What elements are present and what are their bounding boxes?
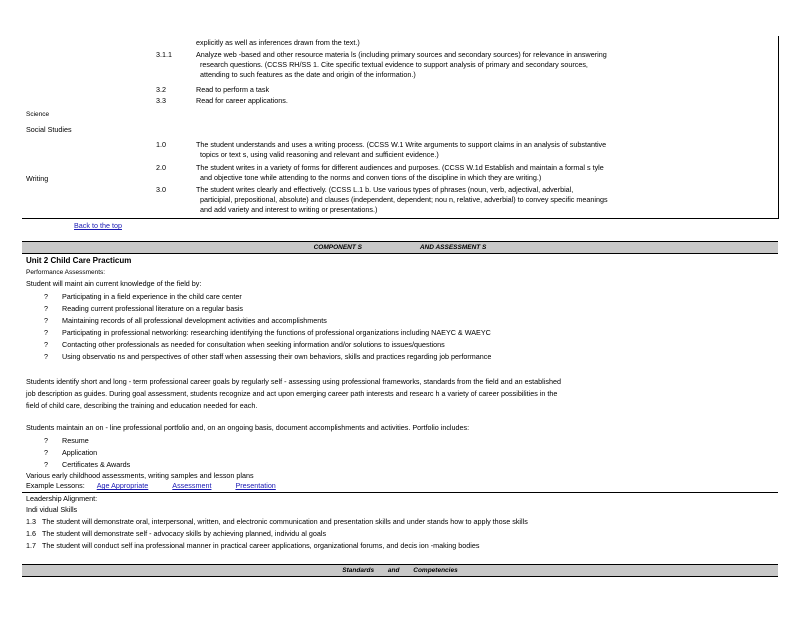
list-item: Maintaining records of all professional development activities and accomplishments	[62, 316, 327, 325]
table-divider	[22, 218, 778, 219]
components-label: COMPONENT S	[313, 244, 362, 251]
item-number: 3.1.1	[156, 50, 172, 59]
standards-label: Standards	[342, 567, 375, 574]
item-line: The student understands and uses a writing process. (CCSS W.1 Write arguments to support claims in an analysis of substantive	[196, 140, 607, 149]
row-number: 1.3	[26, 517, 36, 526]
item-text	[196, 185, 781, 215]
row-text: The student will conduct self ina professional manner in practical career applications, organizational forums, and decis ion -making bodies	[42, 541, 480, 550]
intro-text: Student will maint ain current knowledge of the field by:	[26, 279, 202, 288]
list-item: Application	[62, 448, 98, 457]
standards-header-bar	[22, 564, 778, 577]
lesson-link-age-appropriate[interactable]: Age Appropriate	[96, 481, 149, 490]
paragraph-line: job description as guides. During goal assessment, students recognize and act upon emerging career path interests and researc h a variety of career possibilities in the	[26, 389, 558, 398]
item-number: 3.3	[156, 96, 166, 105]
bullet-marker: ?	[44, 436, 48, 445]
item-line: The student writes clearly and effectively. (CCSS L.1 b. Use various types of phrases (noun, verb, adjectival, adverbial,	[196, 185, 574, 194]
leadership-row	[26, 517, 528, 527]
item-number: 3.0	[156, 185, 166, 194]
item-number: 3.2	[156, 85, 166, 94]
item-line: participial, prepositional, absolute) and clauses (independent, dependent; nou n, relative, adverbial) to convey specific meanings	[200, 195, 608, 204]
example-lessons	[26, 481, 276, 491]
components-header-bar	[22, 241, 778, 254]
row-number: 1.6	[26, 529, 36, 538]
item-line: and objective tone while attending to the norms and conven tions of the discipline in which they are writing.)	[200, 173, 542, 182]
list-item: Using observatio ns and perspectives of other staff when assessing their own behaviors, skills and practices regarding job performance	[62, 352, 492, 361]
item-text: Read to perform a task	[196, 85, 270, 94]
leadership-row	[26, 529, 326, 539]
item-text: Read for career applications.	[196, 96, 288, 105]
list-item: Participating in a field experience in the child care center	[62, 292, 242, 301]
row-number: 1.7	[26, 541, 36, 550]
leadership-title: Leadership Alignment:	[26, 494, 98, 503]
list-item: Certificates & Awards	[62, 460, 131, 469]
row-text: The student will demonstrate oral, interpersonal, written, and electronic communication and presentation skills and under stands how to apply those skills	[42, 517, 528, 526]
example-label: Example Lessons:	[26, 481, 85, 490]
item-line: The student writes in a variety of forms for different audiences and purposes. (CCSS W.1d Establish and maintain a formal s tyle	[196, 163, 604, 172]
leadership-subtitle: Indi vidual Skills	[26, 505, 78, 514]
bullet-marker: ?	[44, 316, 48, 325]
label-writing: Writing	[26, 174, 49, 183]
paragraph-line: field of child care, describing the training and education needed for each.	[26, 401, 258, 410]
unit-title: Unit 2 Child Care Practicum	[26, 256, 132, 265]
item-line: attending to such features as the date and origin of the information.)	[200, 70, 416, 79]
assessments-label: AND ASSESSMENT S	[419, 244, 487, 251]
item-line: and add variety and interest to writing or presentations.)	[200, 205, 378, 214]
table-right-border	[778, 36, 779, 219]
item-line: topics or text s, using valid reasoning and relevant and sufficient evidence.)	[200, 150, 439, 159]
label-social-studies: Social Studies	[26, 125, 72, 134]
competencies-label: Competencies	[413, 567, 458, 574]
item-text	[196, 163, 781, 183]
list-item: Participating in professional networking: researching identifying the functions of professional organizations including NAEYC & WAEYC	[62, 328, 491, 337]
bullet-marker: ?	[44, 328, 48, 337]
bullet-marker: ?	[44, 292, 48, 301]
and-label: and	[387, 567, 400, 574]
back-to-top-link[interactable]: Back to the top	[74, 221, 122, 230]
item-text	[196, 140, 781, 160]
bullet-marker: ?	[44, 460, 48, 469]
performance-label: Performance Assessments:	[26, 269, 106, 276]
bullet-marker: ?	[44, 352, 48, 361]
row-text: The student will demonstrate self - advocacy skills by achieving planned, individu al goals	[42, 529, 327, 538]
item-number: 2.0	[156, 163, 166, 172]
section-divider	[22, 492, 778, 493]
intro-line: explicitly as well as inferences drawn from the text.)	[196, 38, 360, 47]
list-item: Reading current professional literature on a regular basis	[62, 304, 243, 313]
portfolio-intro: Students maintain an on - line professional portfolio and, on an ongoing basis, document accomplishments and activities. Portfolio includes:	[26, 423, 470, 432]
label-science: Science	[26, 111, 50, 118]
item-line: Analyze web -based and other resource materia ls (including primary sources and secondary sources) for relevance in answering	[196, 50, 607, 59]
bullet-marker: ?	[44, 448, 48, 457]
lesson-link-assessment[interactable]: Assessment	[172, 481, 212, 490]
item-number: 1.0	[156, 140, 166, 149]
bullet-marker: ?	[44, 304, 48, 313]
lesson-link-presentation[interactable]: Presentation	[235, 481, 276, 490]
item-text	[196, 50, 781, 80]
various-line: Various early childhood assessments, writing samples and lesson plans	[26, 471, 254, 480]
leadership-row	[26, 541, 479, 551]
list-item: Resume	[62, 436, 89, 445]
item-line: research questions. (CCSS RH/SS 1. Cite specific textual evidence to support analysis of primary and secondary sources,	[200, 60, 588, 69]
paragraph-line: Students identify short and long - term professional career goals by regularly self - assessing using professional frameworks, standards from the field and an established	[26, 377, 561, 386]
list-item: Contacting other professionals as needed for consultation when seeking information and/or solutions to issues/questions	[62, 340, 445, 349]
bullet-marker: ?	[44, 340, 48, 349]
